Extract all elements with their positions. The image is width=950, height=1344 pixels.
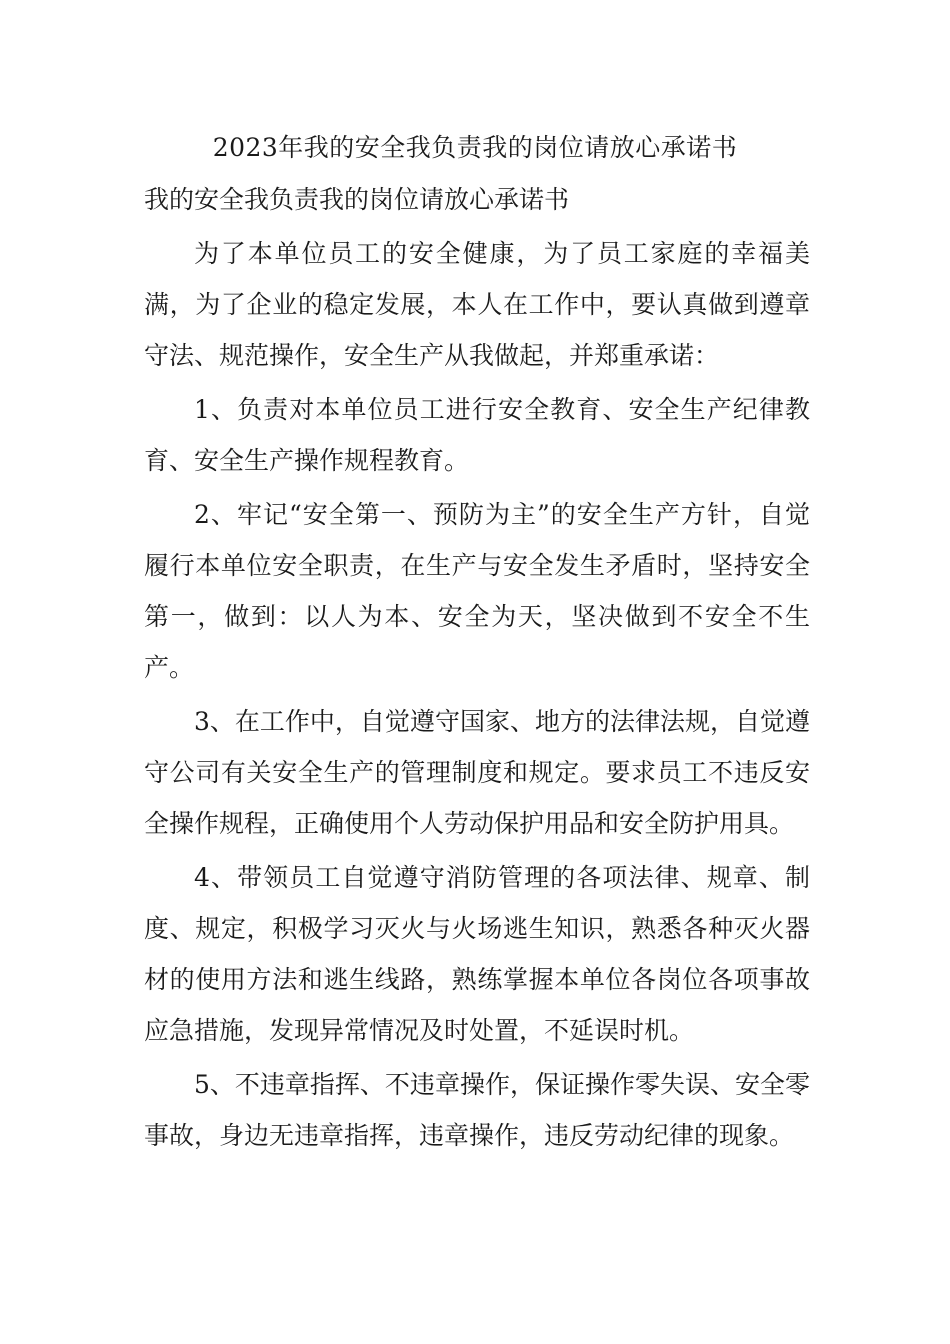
- intro-paragraph: 为了本单位员工的安全健康，为了员工家庭的幸福美满，为了企业的稳定发展，本人在工作中，要认真做到遵章守法、规范操作，安全生产从我做起，并郑重承诺：: [144, 239, 810, 370]
- document-title: 2023年我的安全我负责我的岗位请放心承诺书: [212, 133, 738, 162]
- commitment-item-2: 2、牢记“安全第一、预防为主”的安全生产方针，自觉履行本单位安全职责，在生产与安全发生矛盾时，坚持安全第一，做到：以人为本、安全为天，坚决做到不安全不生产。: [144, 500, 810, 682]
- commitment-item-3: 3、在工作中，自觉遵守国家、地方的法律法规，自觉遵守公司有关安全生产的管理制度和规定。要求员工不违反安全操作规程，正确使用个人劳动保护用品和安全防护用具。: [144, 707, 810, 838]
- commitment-item-5: 5、不违章指挥、不违章操作，保证操作零失误、安全零事故，身边无违章指挥，违章操作，违反劳动纪律的现象。: [144, 1070, 810, 1150]
- document-body: [144, 228, 810, 1164]
- commitment-item-1: 1、负责对本单位员工进行安全教育、安全生产纪律教育、安全生产操作规程教育。: [144, 395, 810, 475]
- commitment-item-4: 4、带领员工自觉遵守消防管理的各项法律、规章、制度、规定，积极学习灭火与火场逃生知识，熟悉各种灭火器材的使用方法和逃生线路，熟练掌握本单位各岗位各项事故应急措施，发现异常情况及时处置，不延误时机。: [144, 863, 810, 1045]
- document-subtitle: 我的安全我负责我的岗位请放心承诺书: [144, 185, 570, 214]
